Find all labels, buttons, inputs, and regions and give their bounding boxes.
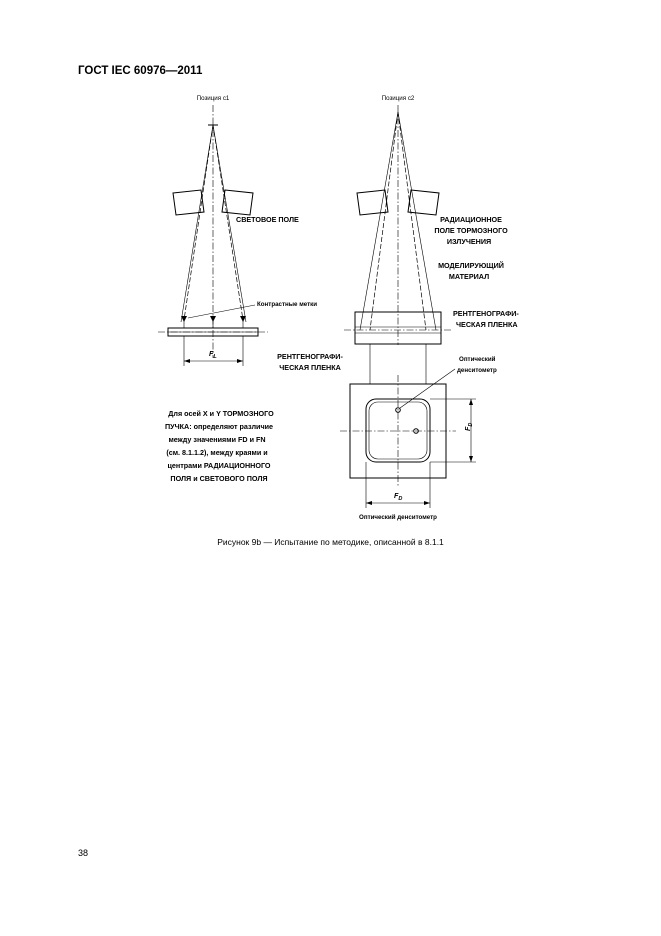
fd-v-arrow-bottom xyxy=(469,456,473,462)
fl-label: $F_L$ xyxy=(209,349,217,360)
densitometer-label-line2: денситометр xyxy=(457,367,497,374)
position-c2-label: Позиция с2 xyxy=(381,95,415,102)
fd-vertical-label: $F_D$ xyxy=(463,422,474,431)
c2-beam-edge-right xyxy=(398,112,436,330)
note-line-1: Для осей X и Y ТОРМОЗНОГО xyxy=(168,409,274,418)
c1-collimator-right xyxy=(222,190,253,215)
c1-ray-left xyxy=(184,125,213,320)
c2-beam-edge-left xyxy=(360,112,398,330)
fd-h-arrow-right xyxy=(424,501,430,505)
fl-arrow-left xyxy=(184,359,190,363)
note-line-2: ПУЧКА: определяют различие xyxy=(164,422,274,431)
fl-arrow-right xyxy=(237,359,243,363)
c1-field-edge-left xyxy=(181,125,213,322)
phantom-material-label-line1: МОДЕЛИРУЮЩИЙ xyxy=(438,261,504,270)
position-c1-label: Позиция с1 xyxy=(196,95,230,102)
c2-collimator-right xyxy=(408,190,439,215)
note-line-3: между значениями FD и FN xyxy=(168,435,266,444)
fd-v-arrow-top xyxy=(469,399,473,405)
radiation-field-label-line3: ИЗЛУЧЕНИЯ xyxy=(446,237,492,246)
film-right-label-line1: РЕНТГЕНОГРАФИ- xyxy=(453,309,519,318)
figure-caption: Рисунок 9b — Испытание по методике, описанной в 8.1.1 xyxy=(217,537,444,547)
light-field-label: СВЕТОВОЕ ПОЛЕ xyxy=(236,215,299,224)
film-right-label-line2: ЧЕСКАЯ ПЛЕНКА xyxy=(456,320,518,329)
radiation-field-label-line2: ПОЛЕ ТОРМОЗНОГО xyxy=(434,226,508,235)
c2-ray-right xyxy=(398,112,426,330)
note-line-5: центрами РАДИАЦИОННОГО xyxy=(167,461,271,470)
densitometer-bottom-label: Оптический денситометр xyxy=(359,514,437,521)
note-line-4: (см. 8.1.1.2), между краями и xyxy=(166,448,268,457)
phantom-material-label-line2: МАТЕРИАЛ xyxy=(448,272,490,281)
page-number: 38 xyxy=(78,848,89,858)
contrast-marks-label: Контрастные метки xyxy=(257,301,318,308)
film-left-label-line1: РЕНТГЕНОГРАФИ- xyxy=(277,352,343,361)
document-header: ГОСТ IEC 60976—2011 xyxy=(78,65,203,77)
densitometer-label-line1: Оптический xyxy=(459,356,496,363)
c1-collimator-left xyxy=(173,190,204,215)
film-left-label-line2: ЧЕСКАЯ ПЛЕНКА xyxy=(279,363,341,372)
note-line-6: ПОЛЯ и СВЕТОВОГО ПОЛЯ xyxy=(170,474,268,483)
fd-h-arrow-left xyxy=(366,501,372,505)
c2-ray-left xyxy=(370,112,398,330)
fd-horizontal-label: $F_D$ xyxy=(394,491,403,502)
radiation-field-label-line1: РАДИАЦИОННОЕ xyxy=(440,215,502,224)
c2-collimator-left xyxy=(357,190,388,215)
